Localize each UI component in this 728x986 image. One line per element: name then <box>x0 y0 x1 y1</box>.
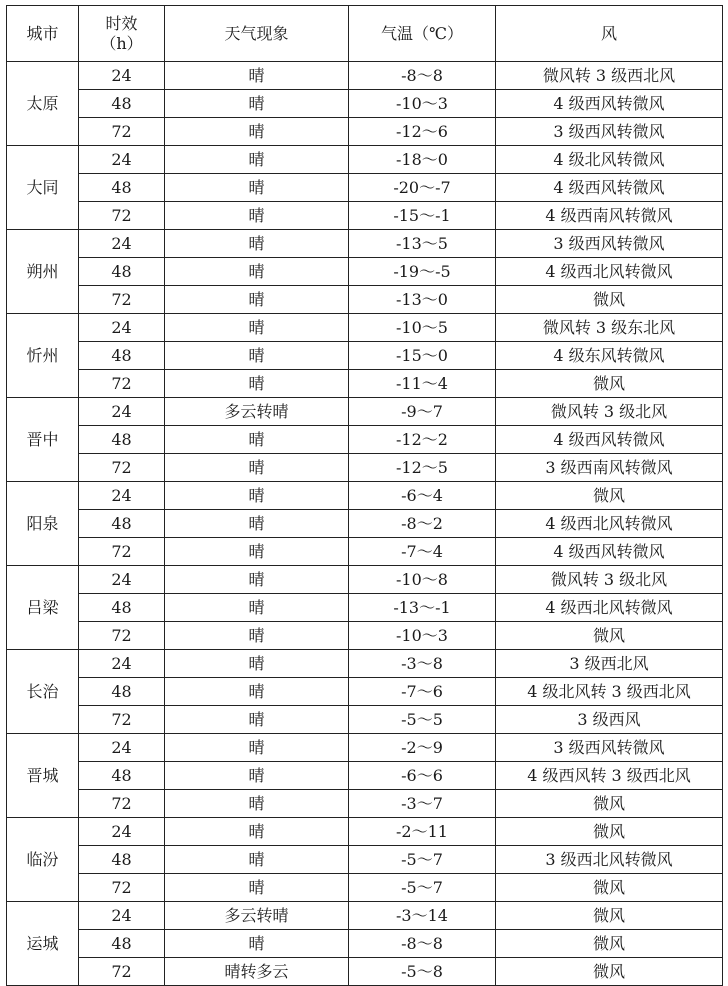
wind-cell: 3 级西风 <box>496 706 723 734</box>
hours-cell: 48 <box>79 594 165 622</box>
wind-cell: 3 级西风转微风 <box>496 734 723 762</box>
temperature-cell: -3～7 <box>349 790 496 818</box>
temperature-cell: -20～-7 <box>349 174 496 202</box>
hours-cell: 72 <box>79 874 165 902</box>
city-cell: 朔州 <box>7 230 79 314</box>
hours-cell: 72 <box>79 118 165 146</box>
table-row <box>7 622 723 650</box>
wind-cell: 4 级西风转微风 <box>496 174 723 202</box>
weather-cell: 晴 <box>165 454 349 482</box>
wind-cell: 4 级北风转微风 <box>496 146 723 174</box>
weather-cell: 晴 <box>165 762 349 790</box>
weather-cell: 晴 <box>165 90 349 118</box>
weather-cell: 晴 <box>165 510 349 538</box>
hours-cell: 24 <box>79 314 165 342</box>
hours-cell: 24 <box>79 398 165 426</box>
temperature-cell: -10～3 <box>349 90 496 118</box>
weather-cell: 晴 <box>165 314 349 342</box>
weather-cell: 晴 <box>165 678 349 706</box>
hours-cell: 24 <box>79 734 165 762</box>
table-row <box>7 118 723 146</box>
table-row <box>7 454 723 482</box>
header-city: 城市 <box>7 6 79 62</box>
weather-cell: 晴 <box>165 370 349 398</box>
hours-cell: 24 <box>79 566 165 594</box>
temperature-cell: -8～8 <box>349 930 496 958</box>
table-row <box>7 62 723 90</box>
header-hours-label: 时效 <box>105 13 138 33</box>
city-cell: 忻州 <box>7 314 79 398</box>
weather-cell: 晴 <box>165 594 349 622</box>
wind-cell: 微风 <box>496 370 723 398</box>
table-row <box>7 202 723 230</box>
table-row <box>7 426 723 454</box>
table-row <box>7 510 723 538</box>
hours-cell: 72 <box>79 370 165 398</box>
wind-cell: 3 级西南风转微风 <box>496 454 723 482</box>
temperature-cell: -19～-5 <box>349 258 496 286</box>
weather-cell: 晴 <box>165 818 349 846</box>
table-row <box>7 594 723 622</box>
wind-cell: 微风 <box>496 874 723 902</box>
wind-cell: 4 级西风转微风 <box>496 426 723 454</box>
wind-cell: 微风 <box>496 286 723 314</box>
temperature-cell: -10～3 <box>349 622 496 650</box>
table-row <box>7 874 723 902</box>
city-cell: 吕梁 <box>7 566 79 650</box>
table-row <box>7 258 723 286</box>
table-row <box>7 538 723 566</box>
table-row <box>7 734 723 762</box>
wind-cell: 4 级西北风转微风 <box>496 510 723 538</box>
header-weather: 天气现象 <box>165 6 349 62</box>
temperature-cell: -18～0 <box>349 146 496 174</box>
weather-cell: 晴 <box>165 230 349 258</box>
city-cell: 阳泉 <box>7 482 79 566</box>
temperature-cell: -7～6 <box>349 678 496 706</box>
wind-cell: 微风转 3 级东北风 <box>496 314 723 342</box>
wind-cell: 4 级西风转微风 <box>496 538 723 566</box>
temperature-cell: -13～0 <box>349 286 496 314</box>
hours-cell: 24 <box>79 818 165 846</box>
header-row <box>7 6 723 62</box>
weather-cell: 晴 <box>165 846 349 874</box>
hours-cell: 72 <box>79 790 165 818</box>
wind-cell: 4 级西北风转微风 <box>496 594 723 622</box>
table-row <box>7 902 723 930</box>
temperature-cell: -12～5 <box>349 454 496 482</box>
wind-cell: 微风转 3 级北风 <box>496 566 723 594</box>
header-temperature: 气温（℃） <box>349 6 496 62</box>
table-row <box>7 174 723 202</box>
hours-cell: 48 <box>79 90 165 118</box>
wind-cell: 微风 <box>496 902 723 930</box>
header-hours <box>79 6 165 62</box>
table-row <box>7 146 723 174</box>
temperature-cell: -3～8 <box>349 650 496 678</box>
hours-cell: 24 <box>79 146 165 174</box>
temperature-cell: -5～7 <box>349 874 496 902</box>
table-row <box>7 958 723 986</box>
weather-cell: 晴 <box>165 286 349 314</box>
forecast-table <box>6 5 723 986</box>
table-row <box>7 370 723 398</box>
temperature-cell: -15～-1 <box>349 202 496 230</box>
weather-cell: 晴 <box>165 202 349 230</box>
temperature-cell: -13～5 <box>349 230 496 258</box>
weather-cell: 晴 <box>165 482 349 510</box>
wind-cell: 4 级西南风转微风 <box>496 202 723 230</box>
hours-cell: 48 <box>79 342 165 370</box>
weather-cell: 晴转多云 <box>165 958 349 986</box>
hours-cell: 24 <box>79 482 165 510</box>
weather-cell: 晴 <box>165 930 349 958</box>
wind-cell: 3 级西风转微风 <box>496 118 723 146</box>
city-cell: 运城 <box>7 902 79 986</box>
table-row <box>7 90 723 118</box>
temperature-cell: -12～6 <box>349 118 496 146</box>
temperature-cell: -2～9 <box>349 734 496 762</box>
hours-cell: 24 <box>79 902 165 930</box>
city-cell: 大同 <box>7 146 79 230</box>
table-row <box>7 706 723 734</box>
forecast-table-container <box>6 5 722 982</box>
temperature-cell: -8～8 <box>349 62 496 90</box>
hours-cell: 48 <box>79 258 165 286</box>
weather-cell: 晴 <box>165 342 349 370</box>
weather-cell: 多云转晴 <box>165 398 349 426</box>
hours-cell: 72 <box>79 706 165 734</box>
weather-cell: 晴 <box>165 622 349 650</box>
temperature-cell: -10～5 <box>349 314 496 342</box>
temperature-cell: -6～6 <box>349 762 496 790</box>
header-hours-unit: （h） <box>100 33 143 53</box>
table-row <box>7 482 723 510</box>
wind-cell: 4 级东风转微风 <box>496 342 723 370</box>
wind-cell: 微风转 3 级西北风 <box>496 62 723 90</box>
weather-cell: 晴 <box>165 258 349 286</box>
weather-cell: 晴 <box>165 118 349 146</box>
weather-cell: 晴 <box>165 734 349 762</box>
hours-cell: 48 <box>79 426 165 454</box>
wind-cell: 微风 <box>496 930 723 958</box>
weather-cell: 晴 <box>165 426 349 454</box>
temperature-cell: -7～4 <box>349 538 496 566</box>
weather-cell: 晴 <box>165 790 349 818</box>
hours-cell: 48 <box>79 678 165 706</box>
wind-cell: 4 级西风转微风 <box>496 90 723 118</box>
hours-cell: 48 <box>79 846 165 874</box>
temperature-cell: -8～2 <box>349 510 496 538</box>
temperature-cell: -5～5 <box>349 706 496 734</box>
weather-cell: 晴 <box>165 706 349 734</box>
weather-cell: 晴 <box>165 538 349 566</box>
wind-cell: 3 级西北风 <box>496 650 723 678</box>
temperature-cell: -5～8 <box>349 958 496 986</box>
table-body <box>7 62 723 986</box>
table-row <box>7 818 723 846</box>
hours-cell: 48 <box>79 762 165 790</box>
hours-cell: 72 <box>79 454 165 482</box>
temperature-cell: -6～4 <box>349 482 496 510</box>
hours-cell: 72 <box>79 202 165 230</box>
table-row <box>7 650 723 678</box>
hours-cell: 72 <box>79 622 165 650</box>
temperature-cell: -3～14 <box>349 902 496 930</box>
table-row <box>7 790 723 818</box>
wind-cell: 4 级西风转 3 级西北风 <box>496 762 723 790</box>
temperature-cell: -2～11 <box>349 818 496 846</box>
hours-cell: 24 <box>79 230 165 258</box>
temperature-cell: -13～-1 <box>349 594 496 622</box>
weather-cell: 多云转晴 <box>165 902 349 930</box>
wind-cell: 微风 <box>496 818 723 846</box>
wind-cell: 微风 <box>496 482 723 510</box>
wind-cell: 微风 <box>496 622 723 650</box>
temperature-cell: -15～0 <box>349 342 496 370</box>
weather-cell: 晴 <box>165 650 349 678</box>
table-row <box>7 398 723 426</box>
table-row <box>7 678 723 706</box>
temperature-cell: -11～4 <box>349 370 496 398</box>
city-cell: 太原 <box>7 62 79 146</box>
hours-cell: 24 <box>79 650 165 678</box>
weather-cell: 晴 <box>165 146 349 174</box>
hours-cell: 72 <box>79 286 165 314</box>
weather-cell: 晴 <box>165 174 349 202</box>
hours-cell: 72 <box>79 538 165 566</box>
temperature-cell: -5～7 <box>349 846 496 874</box>
table-row <box>7 566 723 594</box>
wind-cell: 3 级西北风转微风 <box>496 846 723 874</box>
weather-cell: 晴 <box>165 62 349 90</box>
city-cell: 临汾 <box>7 818 79 902</box>
hours-cell: 24 <box>79 62 165 90</box>
temperature-cell: -10～8 <box>349 566 496 594</box>
temperature-cell: -12～2 <box>349 426 496 454</box>
city-cell: 晋城 <box>7 734 79 818</box>
table-row <box>7 286 723 314</box>
wind-cell: 3 级西风转微风 <box>496 230 723 258</box>
table-row <box>7 342 723 370</box>
wind-cell: 微风转 3 级北风 <box>496 398 723 426</box>
wind-cell: 微风 <box>496 790 723 818</box>
city-cell: 长治 <box>7 650 79 734</box>
header-wind: 风 <box>496 6 723 62</box>
hours-cell: 48 <box>79 510 165 538</box>
table-row <box>7 314 723 342</box>
wind-cell: 4 级西北风转微风 <box>496 258 723 286</box>
table-header <box>7 6 723 62</box>
table-row <box>7 846 723 874</box>
hours-cell: 48 <box>79 174 165 202</box>
weather-cell: 晴 <box>165 566 349 594</box>
table-row <box>7 930 723 958</box>
wind-cell: 4 级北风转 3 级西北风 <box>496 678 723 706</box>
table-row <box>7 762 723 790</box>
temperature-cell: -9～7 <box>349 398 496 426</box>
weather-cell: 晴 <box>165 874 349 902</box>
table-row <box>7 230 723 258</box>
wind-cell: 微风 <box>496 958 723 986</box>
hours-cell: 48 <box>79 930 165 958</box>
hours-cell: 72 <box>79 958 165 986</box>
city-cell: 晋中 <box>7 398 79 482</box>
